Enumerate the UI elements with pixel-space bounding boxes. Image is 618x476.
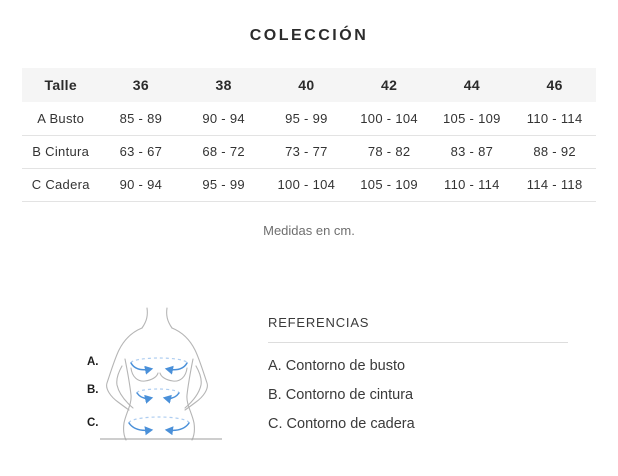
reference-item-hip: C. Contorno de cadera	[268, 416, 415, 432]
column-header-talle: Talle	[22, 68, 99, 102]
row-label: C Cadera	[22, 168, 99, 201]
cell-value: 85 - 89	[99, 102, 182, 135]
size-table	[22, 68, 596, 202]
reference-item-waist: B. Contorno de cintura	[268, 387, 414, 403]
page-title: COLECCIÓN	[249, 27, 369, 44]
size-table-header-row	[22, 68, 596, 102]
cell-value: 78 - 82	[348, 135, 431, 168]
table-row-cintura	[22, 135, 596, 168]
cell-value: 90 - 94	[99, 168, 182, 201]
column-header-40: 40	[265, 68, 348, 102]
figure-label-b: B.	[87, 384, 99, 396]
size-table-container	[22, 68, 596, 202]
cell-value: 73 - 77	[265, 135, 348, 168]
cell-value: 110 - 114	[513, 102, 596, 135]
cell-value: 90 - 94	[182, 102, 265, 135]
cell-value: 95 - 99	[182, 168, 265, 201]
references-heading: REFERENCIAS	[268, 315, 568, 343]
cell-value: 63 - 67	[99, 135, 182, 168]
table-row-busto	[22, 102, 596, 135]
body-measurement-figure-icon	[85, 297, 235, 444]
cell-value: 88 - 92	[513, 135, 596, 168]
cell-value: 83 - 87	[430, 135, 513, 168]
cell-value: 68 - 72	[182, 135, 265, 168]
table-row-cadera	[22, 168, 596, 201]
column-header-42: 42	[348, 68, 431, 102]
row-label: B Cintura	[22, 135, 99, 168]
measure-ring-dashes	[129, 358, 189, 423]
torso-outline	[107, 308, 208, 440]
figure-label-c: C.	[87, 417, 99, 429]
column-header-38: 38	[182, 68, 265, 102]
column-header-44: 44	[430, 68, 513, 102]
cell-value: 105 - 109	[348, 168, 431, 201]
cell-value: 114 - 118	[513, 168, 596, 201]
cell-value: 95 - 99	[265, 102, 348, 135]
column-header-46: 46	[513, 68, 596, 102]
cell-value: 100 - 104	[265, 168, 348, 201]
references-section	[268, 315, 568, 445]
references-list	[268, 358, 568, 432]
reference-item-bust: A. Contorno de busto	[268, 358, 406, 374]
measure-ring-arrows	[129, 363, 189, 430]
row-label: A Busto	[22, 102, 99, 135]
figure-label-a: A.	[87, 356, 99, 368]
cell-value: 110 - 114	[430, 168, 513, 201]
units-note: Medidas en cm.	[263, 223, 355, 238]
cell-value: 105 - 109	[430, 102, 513, 135]
column-header-36: 36	[99, 68, 182, 102]
cell-value: 100 - 104	[348, 102, 431, 135]
